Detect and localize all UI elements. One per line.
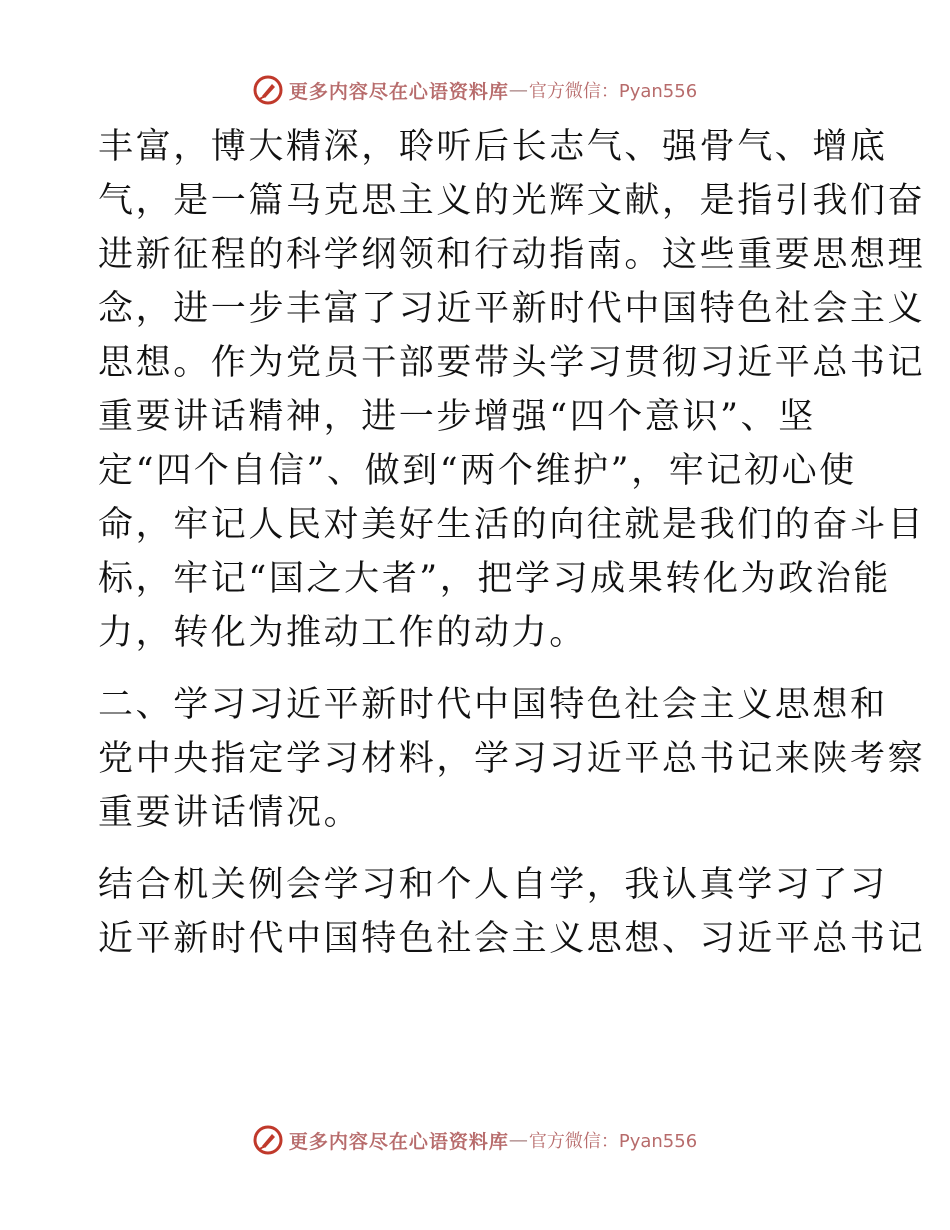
document-body [98, 120, 926, 966]
brush-logo-icon [253, 75, 283, 105]
text-line: 近平新时代中国特色社会主义思想、习近平总书记 [98, 919, 926, 959]
watermark-text: 更多内容尽在心语资料库 [288, 1130, 509, 1153]
paragraph-1 [98, 120, 926, 660]
watermark-wechat: 官方微信：Pyan556 [528, 81, 698, 102]
text-line: 力，转化为推动工作的动力。 [98, 613, 587, 653]
text-line: 念，进一步丰富了习近平新时代中国特色社会主义 [98, 289, 926, 329]
text-line: 进新征程的科学纲领和行动指南。这些重要思想理 [98, 235, 926, 275]
text-line: 结合机关例会学习和个人自学，我认真学习了习 [98, 865, 888, 905]
text-line: 标，牢记“国之大者”，把学习成果转化为政治能 [98, 559, 891, 599]
text-line: 命，牢记人民对美好生活的向往就是我们的奋斗目 [98, 505, 926, 545]
text-line: 重要讲话精神，进一步增强“四个意识”、坚 [98, 397, 816, 437]
text-line: 气，是一篇马克思主义的光辉文献，是指引我们奋 [98, 181, 926, 221]
text-line: 二、学习习近平新时代中国特色社会主义思想和 [98, 685, 888, 725]
header-watermark [0, 70, 950, 110]
paragraph-2-heading [98, 678, 926, 840]
watermark-dash: — [508, 79, 529, 101]
text-line: 思想。作为党员干部要带头学习贯彻习近平总书记 [98, 343, 926, 383]
brush-logo-icon [253, 1125, 283, 1155]
footer-watermark [0, 1120, 950, 1160]
text-line: 党中央指定学习材料，学习习近平总书记来陕考察 [98, 739, 926, 779]
watermark-dash: — [508, 1129, 529, 1151]
watermark-wechat: 官方微信：Pyan556 [528, 1131, 698, 1152]
text-line: 丰富，博大精深，聆听后长志气、强骨气、增底 [98, 127, 888, 167]
text-line: 定“四个自信”、做到“两个维护”，牢记初心使 [98, 451, 857, 491]
watermark-text: 更多内容尽在心语资料库 [288, 80, 509, 103]
text-line: 重要讲话情况。 [98, 793, 362, 833]
paragraph-3 [98, 858, 926, 966]
